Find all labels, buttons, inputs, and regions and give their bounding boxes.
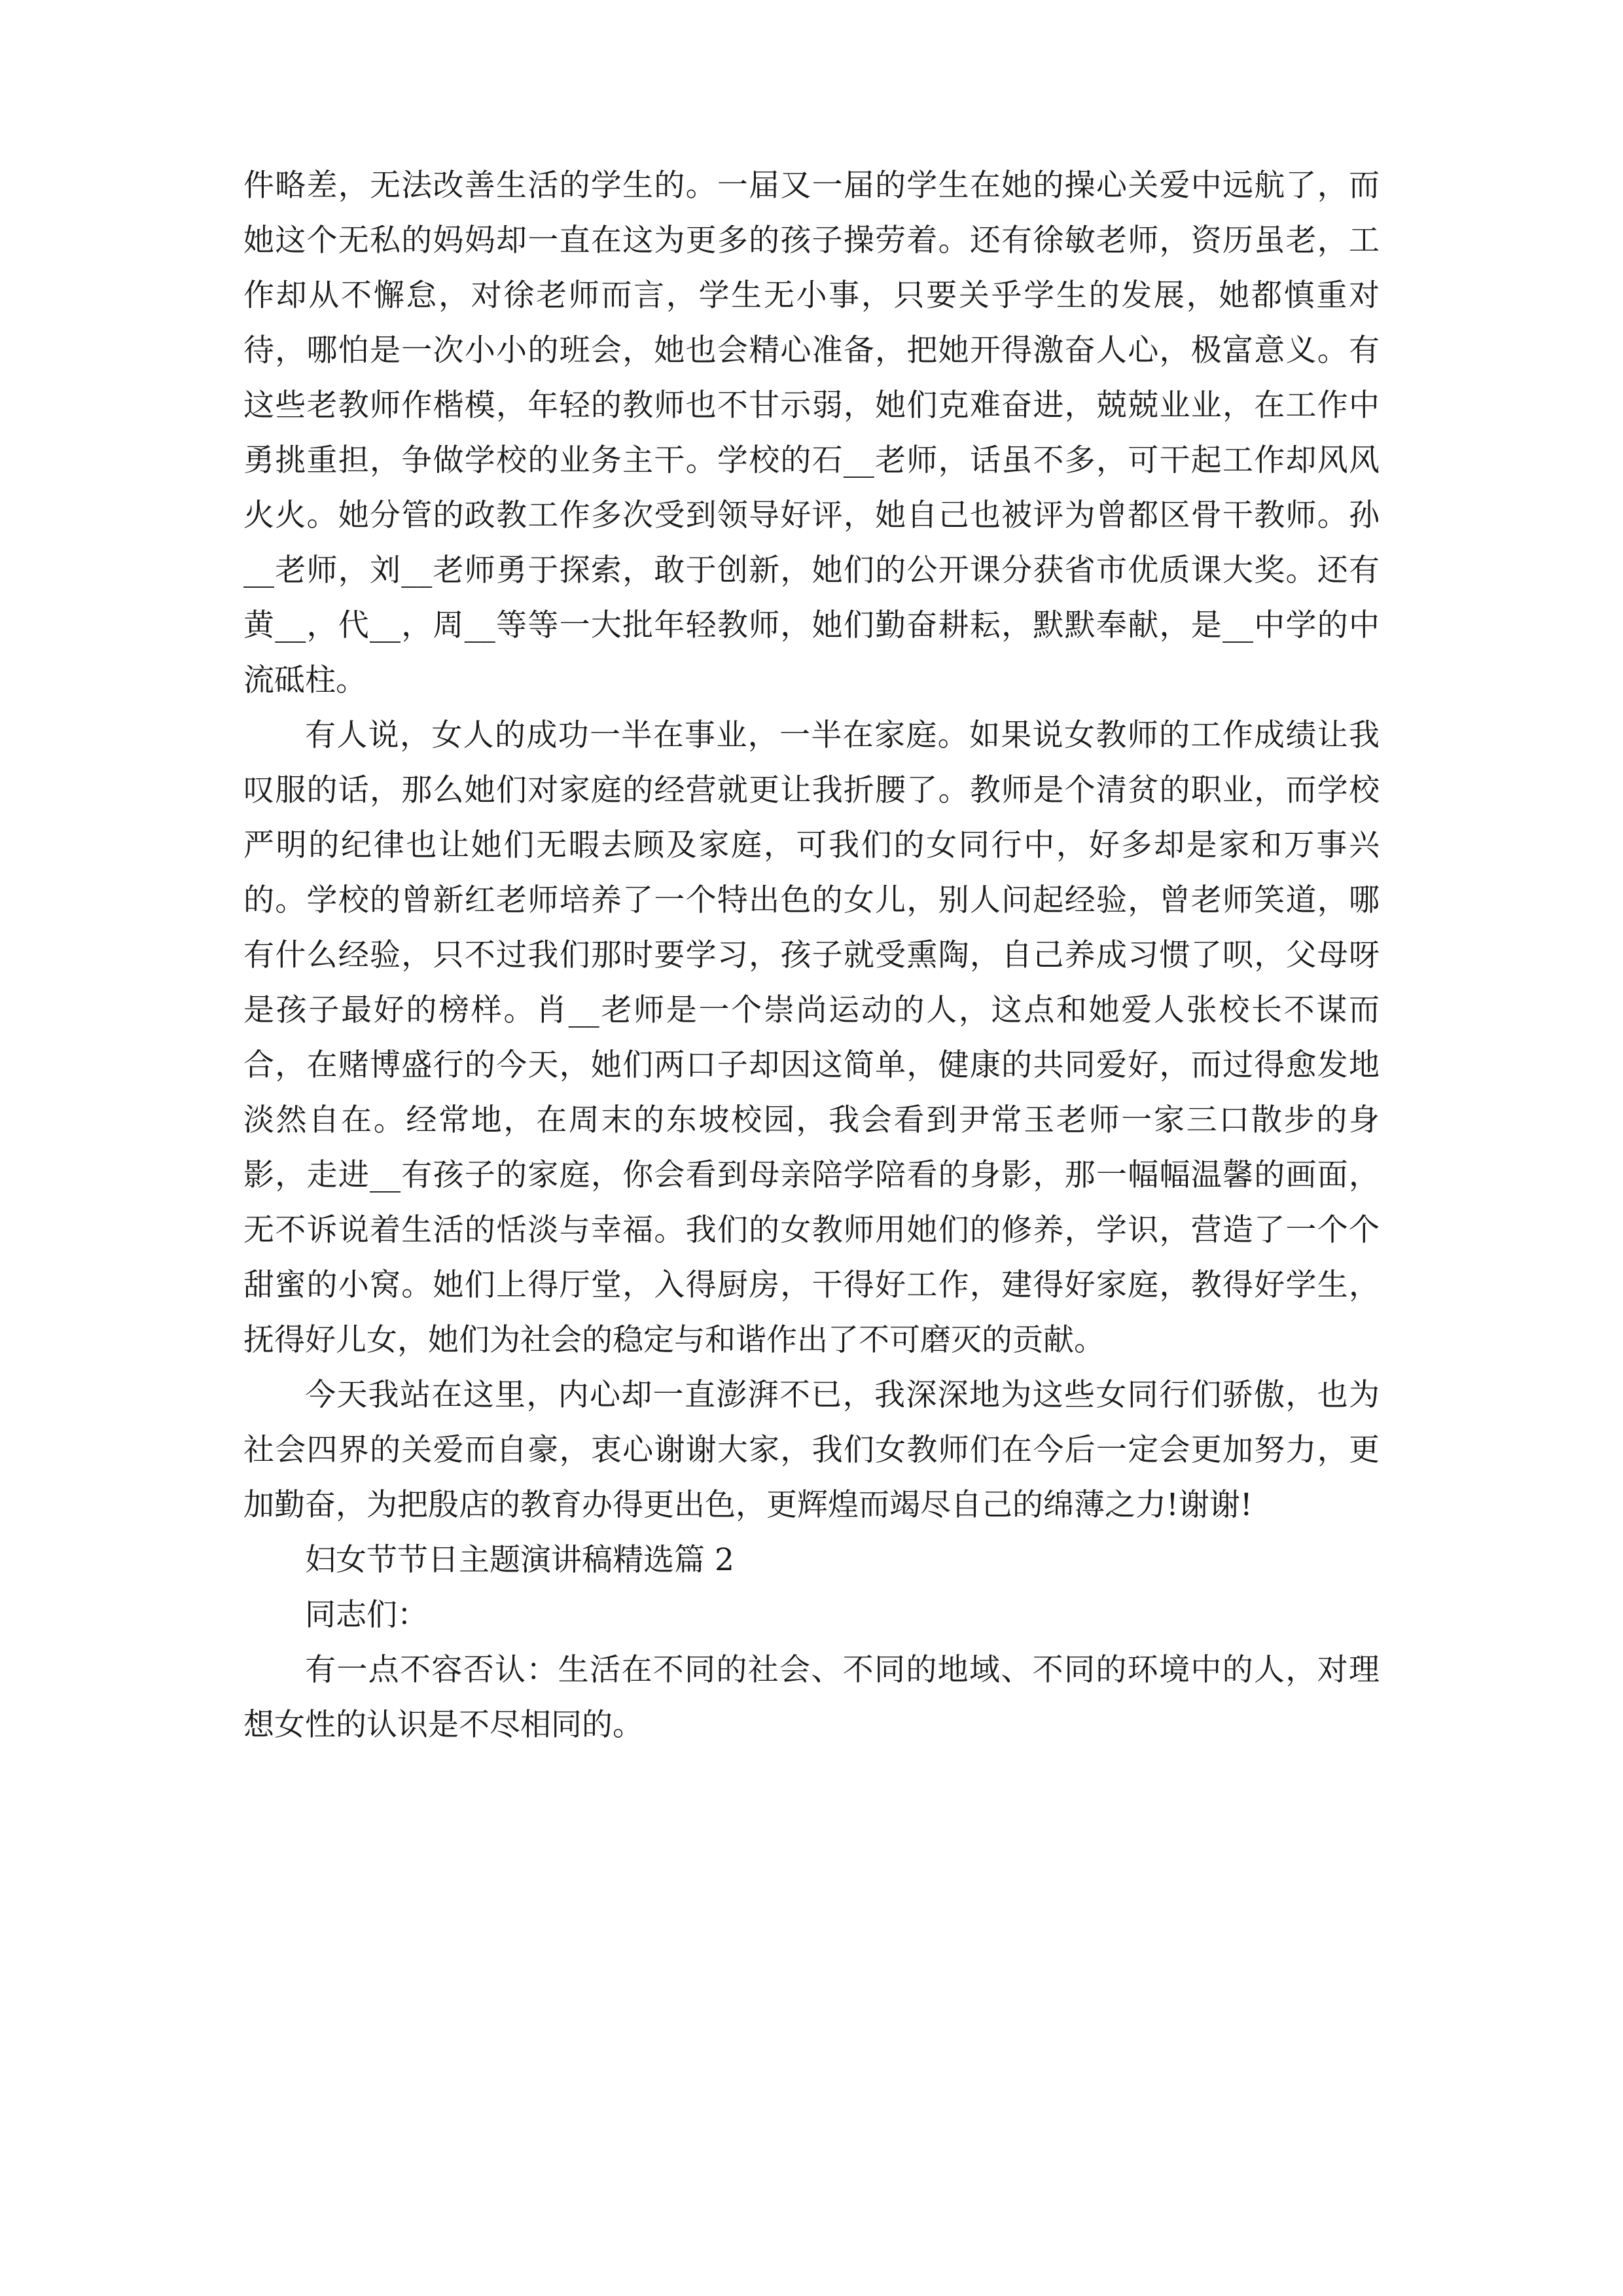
paragraph-continued: 件略差，无法改善生活的学生的。一届又一届的学生在她的操心关爱中远航了，而她这个无私的妈妈却一直在这为更多的孩子操劳着。还有徐敏老师，资历虽老，工作却从不懈怠，对徐老师而言，学生无小事，只要关乎学生的发展，她都慎重对待，哪怕是一次小小的班会，她也会精心准备，把她开得激奋人心，极富意义。有这些老教师作楷模，年轻的教师也不甘示弱，她们克难奋进，兢兢业业，在工作中勇挑重担，争做学校的业务主干。学校的石__老师，话虽不多，可干起工作却风风火火。她分管的政教工作多次受到领导好评，她自己也被评为曾都区骨干教师。孙__老师，刘__老师勇于探索，敢于创新，她们的公开课分获省市优质课大奖。还有黄__，代__，周__等等一大批年轻教师，她们勤奋耕耘，默默奉献，是__中学的中流砥柱。 — [243, 168, 1380, 698]
document-body — [243, 158, 1380, 1753]
paragraph-opening: 有一点不容否认：生活在不同的社会、不同的地域、不同的环境中的人，对理想女性的认识是不尽相同的。 — [243, 1652, 1380, 1743]
paragraph-closing: 今天我站在这里，内心却一直澎湃不已，我深深地为这些女同行们骄傲，也为社会四界的关爱而自豪，衷心谢谢大家，我们女教师们在今后一定会更加努力，更加勤奋，为把殷店的教育办得更出色，更辉煌而竭尽自己的绵薄之力!谢谢! — [243, 1377, 1380, 1523]
paragraph-family: 有人说，女人的成功一半在事业，一半在家庭。如果说女教师的工作成绩让我叹服的话，那么她们对家庭的经营就更让我折腰了。教师是个清贫的职业，而学校严明的纪律也让她们无暇去顾及家庭，可我们的女同行中，好多却是家和万事兴的。学校的曾新红老师培养了一个特出色的女儿，别人问起经验，曾老师笑道，哪有什么经验，只不过我们那时要学习，孩子就受熏陶，自己养成习惯了呗，父母呀是孩子最好的榜样。肖__老师是一个崇尚运动的人，这点和她爱人张校长不谋而合，在赌博盛行的今天，她们两口子却因这简单，健康的共同爱好，而过得愈发地淡然自在。经常地，在周末的东坡校园，我会看到尹常玉老师一家三口散步的身影，走进__有孩子的家庭，你会看到母亲陪学陪看的身影，那一幅幅温馨的画面，无不诉说着生活的恬淡与幸福。我们的女教师用她们的修养，学识，营造了一个个甜蜜的小窝。她们上得厅堂，入得厨房，干得好工作，建得好家庭，教得好学生，抚得好儿女，她们为社会的稳定与和谐作出了不可磨灭的贡献。 — [243, 717, 1380, 1358]
salutation: 同志们： — [305, 1597, 428, 1633]
section-heading: 妇女节节日主题演讲稿精选篇 2 — [305, 1542, 734, 1578]
